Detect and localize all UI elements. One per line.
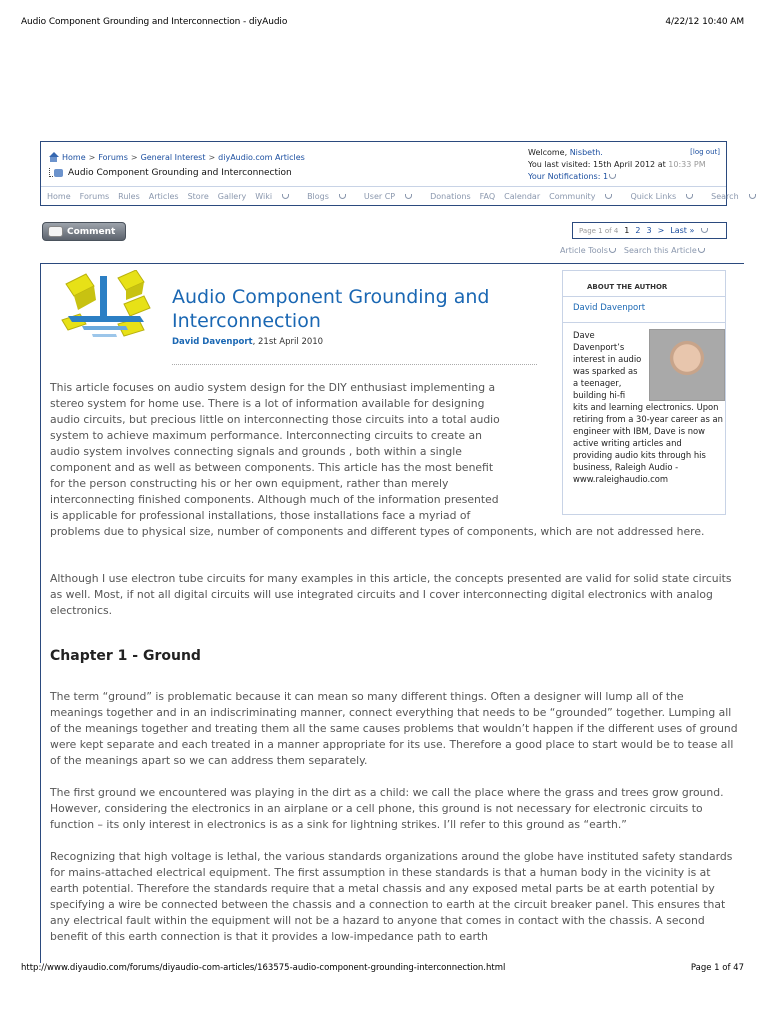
last-visited-time: 10:33 PM (668, 160, 706, 169)
article-tools-menu[interactable] (560, 246, 616, 255)
notifications-link[interactable] (528, 171, 723, 183)
paragraph-tubes: Although I use electron tube circuits for many examples in this article, the concepts presented are valid for solid state circuits as well. Most, if not all digital circuits will use integrated circuits and I cover interconnecting digital electronics with analog electronics. (50, 572, 732, 617)
chevron-down-icon (605, 194, 612, 199)
pager-label: Page 1 of 4 (579, 226, 619, 235)
nav-search-label: Search (711, 191, 739, 201)
print-header-datetime: 4/22/12 10:40 AM (665, 17, 744, 27)
author-box-heading: ABOUT THE AUTHOR (563, 271, 725, 297)
pager-page-2[interactable]: 2 (635, 226, 641, 235)
paragraph-intro-wide: problems due to physical size, number of components and different types of components, which are not addressed here. (50, 525, 705, 538)
chevron-down-icon (686, 194, 693, 199)
paragraph-safety: Recognizing that high voltage is lethal, the various standards organizations around the globe have instituted safety standards for mains-attached electrical equipment. The first assumption in these standards is that a human body in the vicinity is at earth potential. Therefore the standards require that a metal chassis and any exposed metal parts be at earth potential by specifying a wire be connected between the chassis and a connection to earth at the circuit breaker panel. This ensures that any electrical fault within the equipment will not be a hazard to anyone that comes in contact with the chassis. A second benefit of this earth connection is that it provides a low-impedance path to earth (50, 850, 733, 943)
search-article-menu[interactable] (624, 246, 705, 255)
author-bio-wide: kits and learning electronics. Upon retiring from a 30-year career as an engineer with IBM, Dave is now active writing articles and providing audio kits through his business, Raleigh Audio - www.raleighaudio.com (573, 402, 723, 484)
nav-rules[interactable]: Rules (118, 191, 140, 201)
breadcrumb-separator: > (208, 152, 216, 162)
pager-page-3[interactable]: 3 (646, 226, 652, 235)
search-article-label: Search this Article (623, 246, 697, 255)
notifications-count: 1 (602, 172, 609, 181)
logout-link[interactable]: [log out] (690, 148, 720, 156)
breadcrumb-articles[interactable]: diyAudio.com Articles (218, 152, 305, 162)
article-title-line-1: Audio Component Grounding and (172, 286, 490, 308)
breadcrumb-separator: > (88, 152, 96, 162)
chevron-down-icon (339, 194, 346, 199)
chapter-heading: Chapter 1 - Ground (50, 648, 201, 664)
breadcrumb-general-interest[interactable]: General Interest (140, 152, 206, 162)
nav-blogs-label: Blogs (307, 191, 329, 201)
nav-user-cp-label: User CP (363, 191, 396, 201)
tree-icon (48, 167, 64, 178)
nav-wiki-label: Wiki (255, 191, 273, 201)
breadcrumb (48, 152, 305, 162)
nav-calendar[interactable]: Calendar (504, 191, 541, 201)
article-date: , 21st April 2010 (252, 337, 324, 347)
page-title (48, 167, 292, 178)
chevron-down-icon (698, 248, 705, 253)
home-icon[interactable] (48, 152, 59, 162)
comment-icon (48, 226, 63, 237)
print-header (21, 17, 744, 31)
nav-quick-links[interactable] (630, 192, 702, 201)
forum-navbar (40, 141, 739, 206)
last-visited-date: 15th April 2012 at (593, 160, 666, 169)
author-link[interactable]: David Davenport (172, 337, 253, 347)
chevron-down-icon (609, 174, 616, 179)
print-footer-url: http://www.diyaudio.com/forums/diyaudio-com-articles/163575-audio-component-grounding-interconnection.html (21, 963, 506, 973)
nav-user-cp[interactable] (364, 192, 421, 201)
page-title-text: Audio Component Grounding and Interconnection (68, 167, 292, 178)
username-link[interactable]: Nisbeth. (569, 148, 603, 157)
nav-store[interactable]: Store (187, 191, 209, 201)
notifications-label: Your Notifications: (528, 172, 601, 181)
comment-button[interactable] (42, 222, 126, 241)
breadcrumb-forums[interactable]: Forums (98, 152, 128, 162)
article-tools (560, 246, 705, 255)
print-footer-page: Page 1 of 47 (690, 963, 744, 973)
chevron-down-icon (609, 248, 616, 253)
print-footer (21, 963, 744, 977)
welcome-label: Welcome, (528, 148, 568, 157)
author-box-name[interactable]: David Davenport (563, 297, 725, 323)
chevron-down-icon (405, 194, 412, 199)
pager-last[interactable]: Last » (670, 226, 695, 235)
paragraph-ground-term: The term “ground” is problematic because it can mean so many different things. Often a designer will lump all of the meanings together and in an indiscriminating manner, connect everything that needs to be “grounded” together. Lumping all of the meanings together and treating them all the same causes problems that wouldn’t happen if the different uses of ground were kept separate and each treated in a manner appropriate for its use. Therefore a good place to start would be to tease all of the meanings apart so we can address them separately. (50, 690, 738, 767)
breadcrumb-home[interactable]: Home (62, 152, 86, 162)
nav-donations[interactable]: Donations (430, 191, 471, 201)
pager-page-1[interactable]: 1 (624, 226, 630, 235)
nav-quick-links-label: Quick Links (630, 191, 677, 201)
nav-search[interactable] (711, 192, 764, 201)
nav-blogs[interactable] (307, 192, 355, 201)
paragraph-intro (50, 380, 740, 540)
nav-forums[interactable]: Forums (79, 191, 110, 201)
nav-community-label: Community (549, 191, 596, 201)
byline (172, 337, 323, 347)
comment-button-label: Comment (67, 226, 116, 237)
article-title-line-2: Interconnection (172, 310, 321, 332)
nav-home[interactable]: Home (47, 191, 71, 201)
last-visited-label: You last visited: (528, 160, 591, 169)
pager-next[interactable]: > (657, 226, 665, 235)
article-logo-icon (60, 270, 155, 350)
nav-faq[interactable]: FAQ (479, 191, 496, 201)
nav-links (41, 187, 739, 205)
chevron-down-icon[interactable] (701, 228, 708, 233)
nav-gallery[interactable]: Gallery (217, 191, 247, 201)
article-tools-label: Article Tools (560, 246, 608, 255)
print-header-title: Audio Component Grounding and Interconnection - diyAudio (21, 17, 288, 27)
author-bio-narrow: Dave Davenport’s interest in audio was sparked as a teenager, building hi-fi (573, 330, 642, 400)
breadcrumb-separator: > (130, 152, 138, 162)
paragraph-intro-narrow: This article focuses on audio system design for the DIY enthusiast implementing a stereo system for home use. There is a lot of information available for designing audio circuits, but precious little on interconnecting those circuits into a total audio system to achieve maximum performance. Interconnecting circuits to create an audio system involves connecting signals and grounds , both within a single component and as well as between components. This article has the most benefit for the person constructing his or her own equipment, rather than merely interconnecting finished components. Although much of the information presented is applicable for professional installations, those installations face a myriad of (50, 381, 500, 522)
paragraph-earth: The first ground we encountered was playing in the dirt as a child: we call the place where the grass and trees grow ground. However, considering the electronics in an airplane or a cell phone, this ground is not necessary for electronic circuits to function – its only interest in electronics is as a sink for lightning strikes. I’ll refer to this ground as “earth.” (50, 786, 724, 831)
nav-articles[interactable]: Articles (148, 191, 179, 201)
chevron-down-icon (282, 194, 289, 199)
divider (172, 364, 537, 365)
pagination (572, 222, 727, 239)
article-title (172, 285, 542, 333)
nav-wiki[interactable] (255, 192, 298, 201)
chevron-down-icon (749, 194, 756, 199)
nav-community[interactable] (549, 192, 621, 201)
